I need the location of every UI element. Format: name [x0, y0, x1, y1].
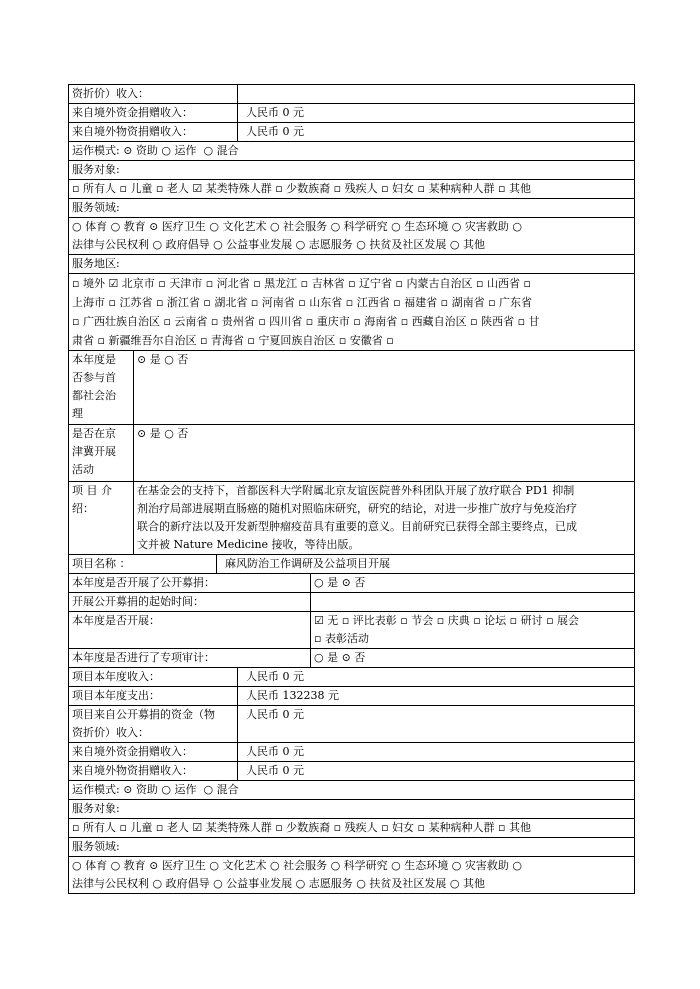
- value-project-expense: 人民币 132238 元: [238, 687, 635, 705]
- label-in-kind-income: 资折价）收入：: [69, 85, 238, 103]
- row-special-audit: [69, 649, 635, 668]
- service-target-options: ▫ 所有人 ▫ 儿童 ▫ 老人 ☑ 某类特殊人群 ▫ 少数族裔 ▫ 残疾人 ▫ 妇女 ▫ 某种病种人群 ▫ 其他: [69, 180, 635, 198]
- service-field-options: ○ 体育 ○ 教育 ⊙ 医疗卫生 ○ 文化艺术 ○ 社会服务 ○ 科学研究 ○ 生态环境 ○ 灾害救助 ○ 法律与公民权利 ○ 政府倡导 ○ 公益事业发展 ○ 志愿服务 ○ 扶贫及社区发展 ○ 其他: [69, 218, 635, 254]
- service-target-label: 服务对象:: [69, 161, 635, 179]
- project-form-table: [68, 84, 635, 894]
- value-activities: ☑ 无 ▫ 评比表彰 ▫ 节会 ▫ 庆典 ▫ 论坛 ▫ 研讨 ▫ 展会 ▫ 表彰活动: [311, 612, 635, 648]
- value-project-name: 麻风防治工作调研及公益项目开展: [217, 555, 635, 573]
- row-service-target-options-2: [69, 819, 635, 838]
- label-project-name: 项目名称 ：: [69, 555, 217, 573]
- label-foreign-fund-income-2: 来自境外资金捐赠收入：: [69, 743, 238, 761]
- label-public-fundraising-income: 项目来自公开募捐的资金（物 资折价）收入：: [69, 706, 238, 742]
- label-project-expense: 项目本年度支出：: [69, 687, 238, 705]
- value-special-audit: ○ 是 ⊙ 否: [311, 649, 635, 667]
- row-project-name: [69, 555, 635, 574]
- label-jingjinji-activity: 是否在京 津冀开展 活动: [69, 425, 134, 481]
- value-capital-governance: ⊙ 是 ○ 否: [134, 351, 635, 424]
- row-service-region-options: [69, 274, 635, 351]
- row-foreign-fund-income: [69, 104, 635, 123]
- row-foreign-goods-income: [69, 123, 635, 142]
- label-project-income: 项目本年度收入：: [69, 668, 238, 686]
- row-operation-mode: [69, 142, 635, 161]
- row-project-expense: [69, 687, 635, 706]
- value-foreign-goods-income: 人民币 0 元: [238, 123, 635, 141]
- row-fundraising-start: [69, 593, 635, 612]
- row-service-field-options: [69, 218, 635, 255]
- label-activities: 本年度是否开展：: [69, 612, 311, 648]
- row-service-target-label-2: [69, 800, 635, 819]
- service-field-label-2: 服务领域:: [69, 838, 635, 856]
- row-public-fundraising: [69, 574, 635, 593]
- row-public-fundraising-income: [69, 706, 635, 743]
- row-service-target-label: [69, 161, 635, 180]
- operation-mode-options-2: 运作模式: ⊙ 资助 ○ 运作 ○ 混合: [69, 781, 635, 799]
- label-foreign-goods-income-2: 来自境外物资捐赠收入：: [69, 762, 238, 780]
- label-foreign-goods-income: 来自境外物资捐赠收入：: [69, 123, 238, 141]
- row-service-field-label-2: [69, 838, 635, 857]
- value-project-intro: 在基金会的支持下，首都医科大学附属北京友谊医院普外科团队开展了放疗联合 PD1 抑制 剂治疗局部进展期直肠癌的随机对照临床研究，研究的结论，对进一步推广放疗与免疫治疗 联合的新疗法以及开发新型肿瘤疫苗具有重要的意义。目前研究已获得全部主要终点，已成 文并被 Nature Medicine 接收，等待出版。: [134, 482, 635, 554]
- row-jingjinji-activity: [69, 425, 635, 482]
- label-special-audit: 本年度是否进行了专项审计：: [69, 649, 311, 667]
- value-public-fundraising: ○ 是 ⊙ 否: [311, 574, 635, 592]
- label-project-intro: 项 目 介 绍：: [69, 482, 134, 554]
- row-service-target-options: [69, 180, 635, 199]
- operation-mode-options: 运作模式: ⊙ 资助 ○ 运作 ○ 混合: [69, 142, 635, 160]
- label-public-fundraising: 本年度是否开展了公开募捐：: [69, 574, 311, 592]
- value-fundraising-start: [311, 593, 635, 611]
- value-jingjinji-activity: ⊙ 是 ○ 否: [134, 425, 635, 481]
- value-project-income: 人民币 0 元: [238, 668, 635, 686]
- row-project-income: [69, 668, 635, 687]
- value-public-fundraising-income: 人民币 0 元: [238, 706, 635, 742]
- row-in-kind-income-tail: [69, 85, 635, 104]
- row-foreign-goods-income-2: [69, 762, 635, 781]
- row-operation-mode-2: [69, 781, 635, 800]
- label-capital-governance: 本年度是 否参与首 都社会治 理: [69, 351, 134, 424]
- service-target-label-2: 服务对象:: [69, 800, 635, 818]
- row-activities: [69, 612, 635, 649]
- label-foreign-fund-income: 来自境外资金捐赠收入：: [69, 104, 238, 122]
- service-target-options-2: ▫ 所有人 ▫ 儿童 ▫ 老人 ☑ 某类特殊人群 ▫ 少数族裔 ▫ 残疾人 ▫ 妇女 ▫ 某种病种人群 ▫ 其他: [69, 819, 635, 837]
- service-region-label: 服务地区:: [69, 255, 635, 273]
- label-fundraising-start: 开展公开募捐的起始时间：: [69, 593, 311, 611]
- service-field-options-2: ○ 体育 ○ 教育 ⊙ 医疗卫生 ○ 文化艺术 ○ 社会服务 ○ 科学研究 ○ 生态环境 ○ 灾害救助 ○ 法律与公民权利 ○ 政府倡导 ○ 公益事业发展 ○ 志愿服务 ○ 扶贫及社区发展 ○ 其他: [69, 857, 635, 893]
- row-project-intro: [69, 482, 635, 555]
- row-foreign-fund-income-2: [69, 743, 635, 762]
- value-foreign-goods-income-2: 人民币 0 元: [238, 762, 635, 780]
- service-field-label: 服务领域:: [69, 199, 635, 217]
- value-in-kind-income: [238, 85, 635, 103]
- row-service-field-label: [69, 199, 635, 218]
- row-service-field-options-2: [69, 857, 635, 894]
- service-region-options: ▫ 境外 ☑ 北京市 ▫ 天津市 ▫ 河北省 ▫ 黑龙江 ▫ 吉林省 ▫ 辽宁省 ▫ 内蒙古自治区 ▫ 山西省 ▫ 上海市 ▫ 江苏省 ▫ 浙江省 ▫ 湖北省 ▫ 河南省 ▫ 山东省 ▫ 江西省 ▫ 福建省 ▫ 湖南省 ▫ 广东省 ▫ 广西壮族自治区 ▫ 云南省 ▫ 贵州省 ▫ 四川省 ▫ 重庆市 ▫ 海南省 ▫ 西藏自治区 ▫ 陕西省 ▫ 甘 肃省 ▫ 新疆维吾尔自治区 ▫ 青海省 ▫ 宁夏回族自治区 ▫ 安徽省 ▫: [69, 274, 635, 350]
- row-service-region-label: [69, 255, 635, 274]
- value-foreign-fund-income: 人民币 0 元: [238, 104, 635, 122]
- value-foreign-fund-income-2: 人民币 0 元: [238, 743, 635, 761]
- row-capital-governance: [69, 351, 635, 425]
